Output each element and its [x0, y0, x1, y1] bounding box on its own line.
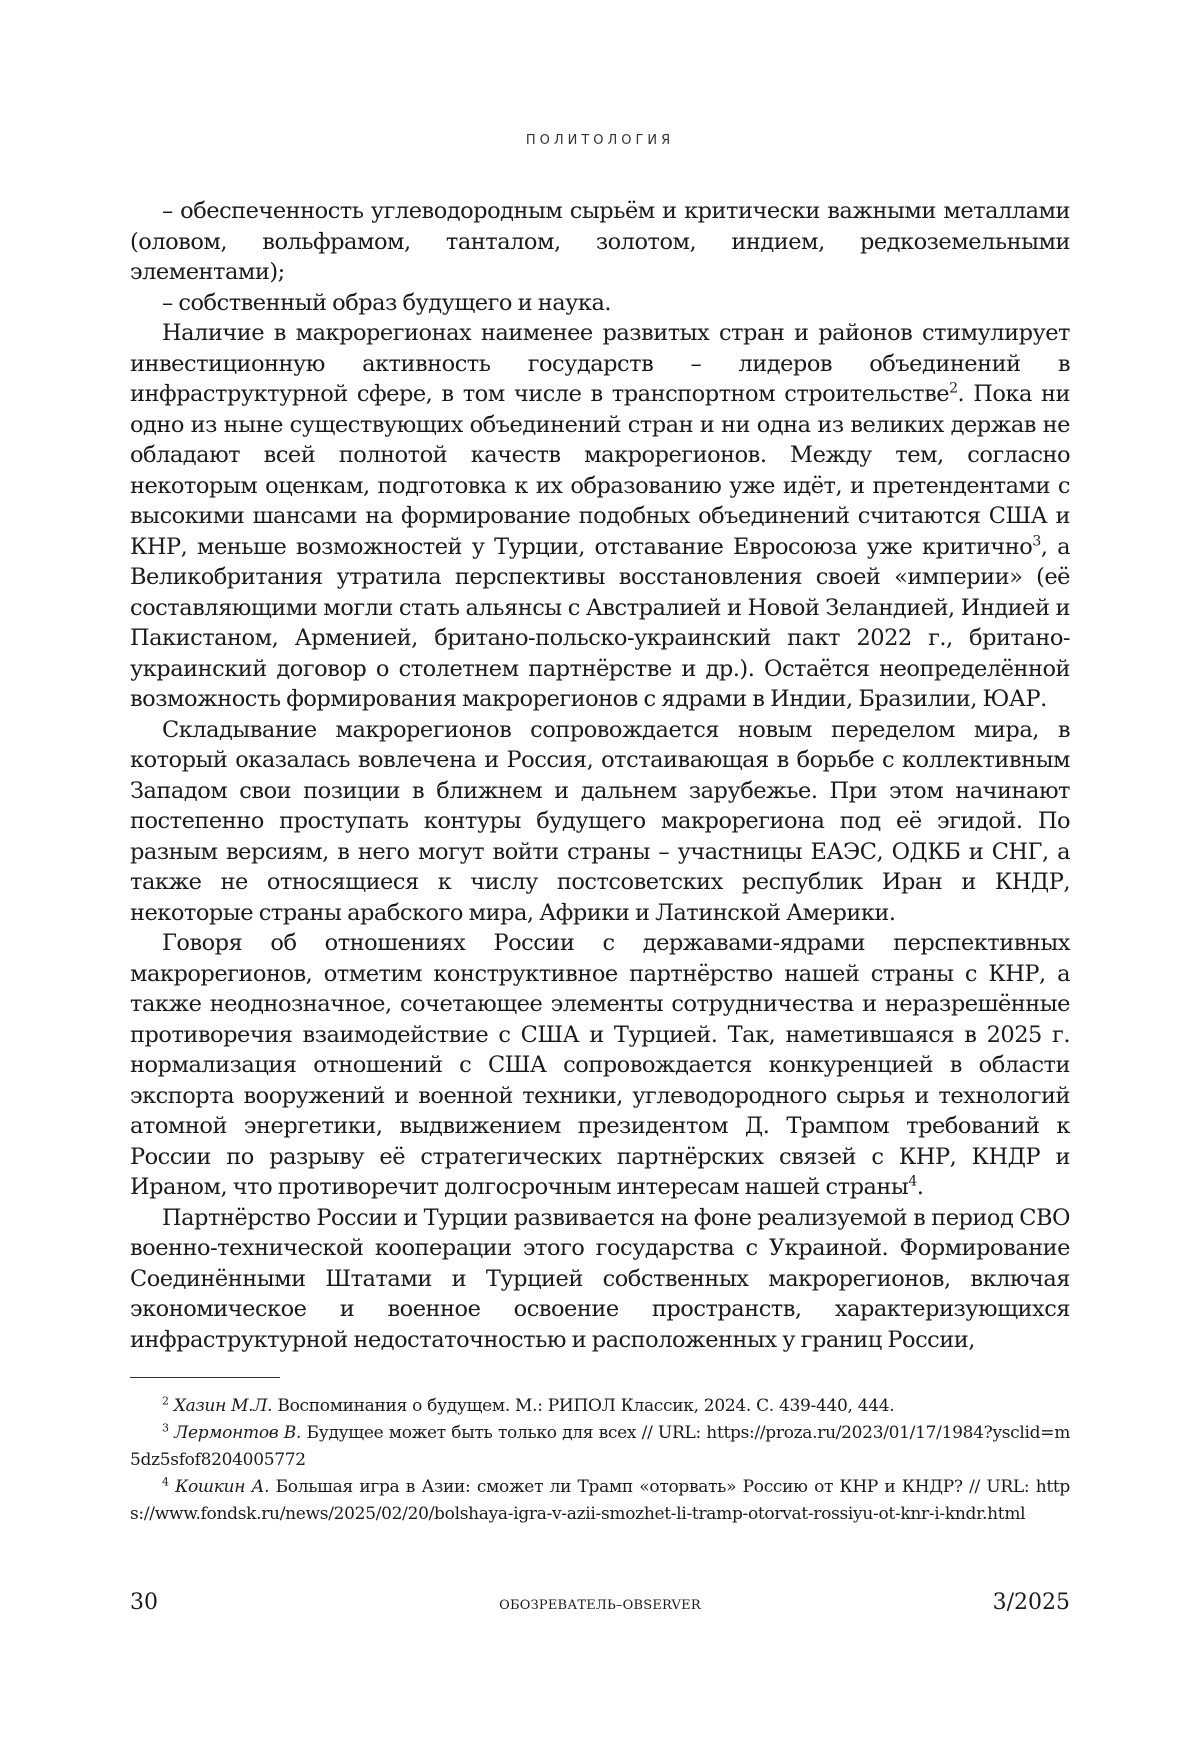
footnote [130, 1474, 1070, 1528]
footnote-ref[interactable]: 2 [949, 381, 957, 397]
footnote-text: Воспоминания о будущем. М.: РИПОЛ Классик, 2024. С. 439-440, 444. [272, 1396, 894, 1416]
footnote-author: Лермонтов В. [174, 1423, 301, 1443]
paragraph: – обеспеченность углеводородным сырьём и критически важными металлами (оловом, вольфрамом, танталом, золотом, индием, редкоземельными элементами); [130, 196, 1070, 288]
page-footer [130, 1590, 1070, 1620]
journal-page [130, 0, 1070, 1747]
paragraph [130, 928, 1070, 1203]
article-body [130, 196, 1070, 1355]
running-head: ПОЛИТОЛОГИЯ [130, 133, 1070, 148]
paragraph-text: . Пока ни одно из ныне существующих объединений стран и ни одна из великих держав не обладают всей полнотой качеств макрорегионов. Между тем, согласно некоторым оценкам, подготовка к их образованию уже идёт, и претендентами с высокими шансами на формирование подобных объединений считаются США и КНР, меньше возможностей у Турции, отставание Евросоюза уже критично [130, 381, 1070, 560]
paragraph-text: Наличие в макрорегионах наименее развитых стран и районов стимулирует инвестиционную активность государств – лидеров объединений в инфраструктурной сфере, в том числе в транспортном строительстве [130, 320, 1070, 407]
footnote-ref[interactable]: 3 [1032, 533, 1040, 549]
footnote-text[interactable]: Будущее может быть только для всех // URL: https://proza.ru/2023/01/17/1984?ysclid=m5dz5sfof8204005772 [130, 1423, 1070, 1470]
journal-name: ОБОЗРЕВАТЕЛЬ–OBSERVER [130, 1598, 1070, 1613]
paragraph: Партнёрство России и Турции развивается на фоне реализуемой в период СВО военно-технической кооперации этого государства с Украиной. Формирование Соединёнными Штатами и Турцией собственных макрорегионов, включая экономическое и военное освоение пространств, характеризующихся инфраструктурной недостаточностью и расположенных у границ России, [130, 1203, 1070, 1356]
footnote-author: Хазин М.Л. [174, 1396, 272, 1416]
footnote [130, 1420, 1070, 1474]
footnote-number: 3 [162, 1421, 169, 1434]
footnote-number: 2 [162, 1394, 169, 1407]
paragraph: Складывание макрорегионов сопровождается новым переделом мира, в который оказалась вовлечена и Россия, отстаивающая в борьбе с коллективным Западом свои позиции в ближнем и дальнем зарубежье. При этом начинают постепенно проступать контуры будущего макрорегиона под её эгидой. По разным версиям, в него могут войти страны – участницы ЕАЭС, ОДКБ и СНГ, а также не относящиеся к числу постсоветских республик Иран и КНДР, некоторые страны арабского мира, Африки и Латинской Америки. [130, 715, 1070, 929]
footnotes [130, 1393, 1070, 1528]
footnote-number: 4 [162, 1475, 169, 1488]
page-number: 30 [130, 1590, 158, 1615]
paragraph: – собственный образ будущего и наука. [130, 288, 1070, 319]
paragraph-text: Говоря об отношениях России с державами-ядрами перспективных макрорегионов, отметим конструктивное партнёрство нашей страны с КНР, а также неоднозначное, сочетающее элементы сотрудничества и неразрешённые противоречия взаимодействие с США и Турцией. Так, наметившаяся в 2025 г. нормализация отношений с США сопровождается конкуренцией в области экспорта вооружений и военной техники, углеводородного сырья и технологий атомной энергетики, выдвижением президентом Д. Трампом требований к России по разрыву её стратегических партнёрских связей с КНР, КНДР и Ираном, что противоречит долгосрочным интересам нашей страны [130, 930, 1070, 1200]
paragraph-text: . [917, 1174, 924, 1200]
footnote-author: Кошкин А. [175, 1477, 269, 1497]
paragraph [130, 318, 1070, 715]
footnote [130, 1393, 1070, 1420]
paragraph-text: , а Великобритания утратила перспективы восстановления своей «империи» (её составляющими могли стать альянсы с Австралией и Новой Зеландией, Индией и Пакистаном, Арменией, британо-польско-украинский пакт 2022 г., британо-украинский договор о столетнем партнёрстве и др.). Остаётся неопределённой возможность формирования макрорегионов с ядрами в Индии, Бразилии, ЮАР. [130, 534, 1070, 713]
footnote-text[interactable]: Большая игра в Азии: сможет ли Трамп «оторвать» Россию от КНР и КНДР? // URL: https://www.fondsk.ru/news/2025/02/20/bolshaya-igra-v-azii-smozhet-li-tramp-otorvat-rossiyu-ot-knr-i-kndr.html [130, 1477, 1070, 1524]
issue-number: 3/2025 [993, 1590, 1070, 1615]
footnote-divider [130, 1377, 280, 1378]
footnote-ref[interactable]: 4 [908, 1174, 916, 1190]
